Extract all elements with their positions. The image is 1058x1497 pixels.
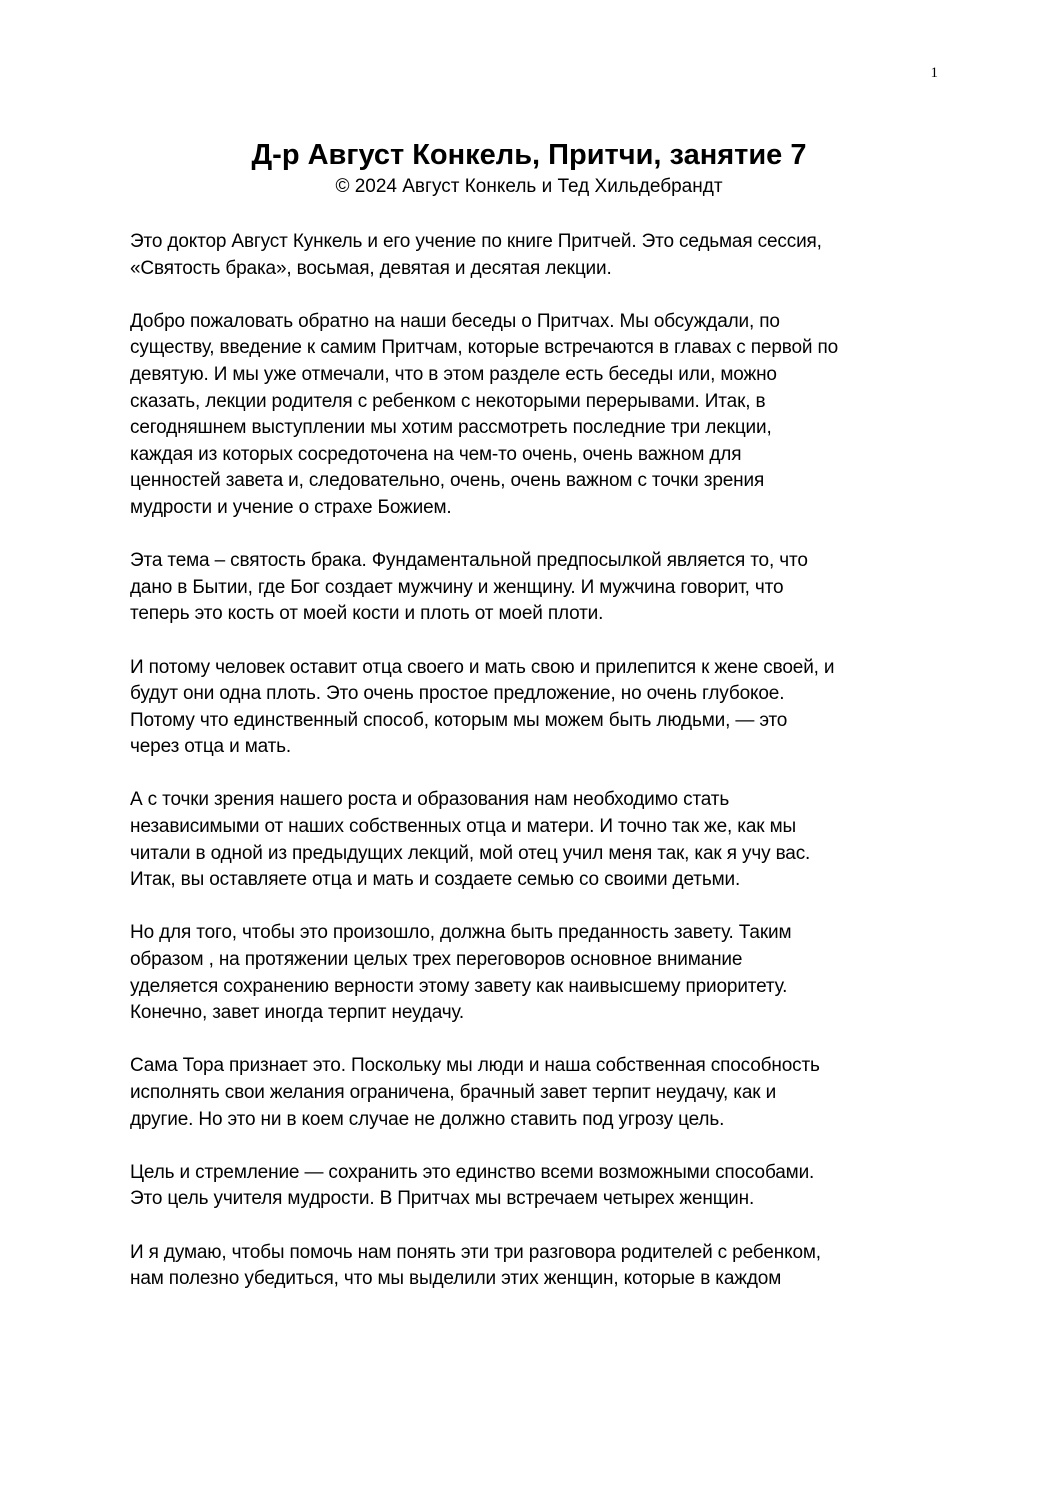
text-line: девятую. И мы уже отмечали, что в этом разделе есть беседы или, можно (130, 363, 777, 385)
page-number: 1 (930, 65, 938, 81)
document-title: Д-р Август Конкель, Притчи, занятие 7 (251, 139, 807, 171)
copyright-line: © 2024 Август Конкель и Тед Хильдебрандт (335, 176, 723, 197)
paragraph (130, 1160, 940, 1213)
text-line: существу, введение к самим Притчам, которые встречаются в главах с первой по (130, 337, 839, 359)
text-line: Потому что единственный способ, которым мы можем быть людьми, — это (130, 709, 788, 731)
text-line: читали в одной из предыдущих лекций, мой отец учил меня так, как я учу вас. (130, 842, 811, 864)
text-line: Сама Тора признает это. Поскольку мы люди и наша собственная способность (130, 1055, 820, 1077)
text-line: Добро пожаловать обратно на наши беседы о Притчах. Мы обсуждали, по (130, 310, 780, 332)
paragraph (130, 309, 940, 522)
text-line: каждая из которых сосредоточена на чем-то очень, очень важном для (130, 443, 742, 465)
text-line: «Святость брака», восьмая, девятая и десятая лекции. (130, 257, 612, 279)
text-line: образом , на протяжении целых трех переговоров основное внимание (130, 949, 743, 971)
paragraph (130, 548, 940, 628)
text-line: Эта тема – святость брака. Фундаментальной предпосылкой является то, что (130, 550, 808, 572)
text-line: сегодняшнем выступлении мы хотим рассмотреть последние три лекции, (130, 417, 772, 439)
text-line: И я думаю, чтобы помочь нам понять эти три разговора родителей с ребенком, (130, 1241, 821, 1263)
text-line: будут они одна плоть. Это очень простое предложение, но очень глубокое. (130, 683, 785, 705)
text-line: Это цель учителя мудрости. В Притчах мы встречаем четырех женщин. (130, 1188, 755, 1210)
paragraph (130, 1240, 940, 1293)
text-line: мудрости и учение о страхе Божием. (130, 496, 452, 518)
text-line: ценностей завета и, следовательно, очень, очень важном с точки зрения (130, 470, 765, 492)
text-line: через отца и мать. (130, 736, 292, 758)
text-line: нам полезно убедиться, что мы выделили этих женщин, которые в каждом (130, 1268, 782, 1290)
text-line: И потому человек оставит отца своего и мать свою и прилепится к жене своей, и (130, 656, 835, 678)
text-line: сказать, лекции родителя с ребенком с некоторыми перерывами. Итак, в (130, 390, 766, 412)
text-line: Это доктор Август Кункель и его учение по книге Притчей. Это седьмая сессия, (130, 231, 822, 252)
text-line: Итак, вы оставляете отца и мать и создаете семью со своими детьми. (130, 869, 741, 891)
paragraph (130, 920, 940, 1026)
text-line: Но для того, чтобы это произошло, должна быть преданность завету. Таким (130, 922, 792, 944)
paragraph (130, 787, 940, 893)
text-line: Цель и стремление — сохранить это единство всеми возможными способами. (130, 1161, 815, 1183)
text-line: Конечно, завет иногда терпит неудачу. (130, 1002, 465, 1024)
paragraph (130, 229, 940, 282)
text-line: исполнять свои желания ограничена, брачный завет терпит неудачу, как и (130, 1082, 777, 1103)
text-line: другие. Но это ни в коем случае не должно ставить под угрозу цель. (130, 1108, 725, 1130)
text-line: независимыми от наших собственных отца и матери. И точно так же, как мы (130, 816, 796, 838)
text-line: дано в Бытии, где Бог создает мужчину и женщину. И мужчина говорит, что (130, 576, 784, 598)
document-body (130, 229, 940, 1319)
text-line: уделяется сохранению верности этому завету как наивысшему приоритету. (130, 975, 788, 997)
paragraph (130, 655, 940, 761)
paragraph (130, 1053, 940, 1133)
text-line: теперь это кость от моей кости и плоть от моей плоти. (130, 603, 604, 625)
text-line: А с точки зрения нашего роста и образования нам необходимо стать (130, 789, 730, 811)
